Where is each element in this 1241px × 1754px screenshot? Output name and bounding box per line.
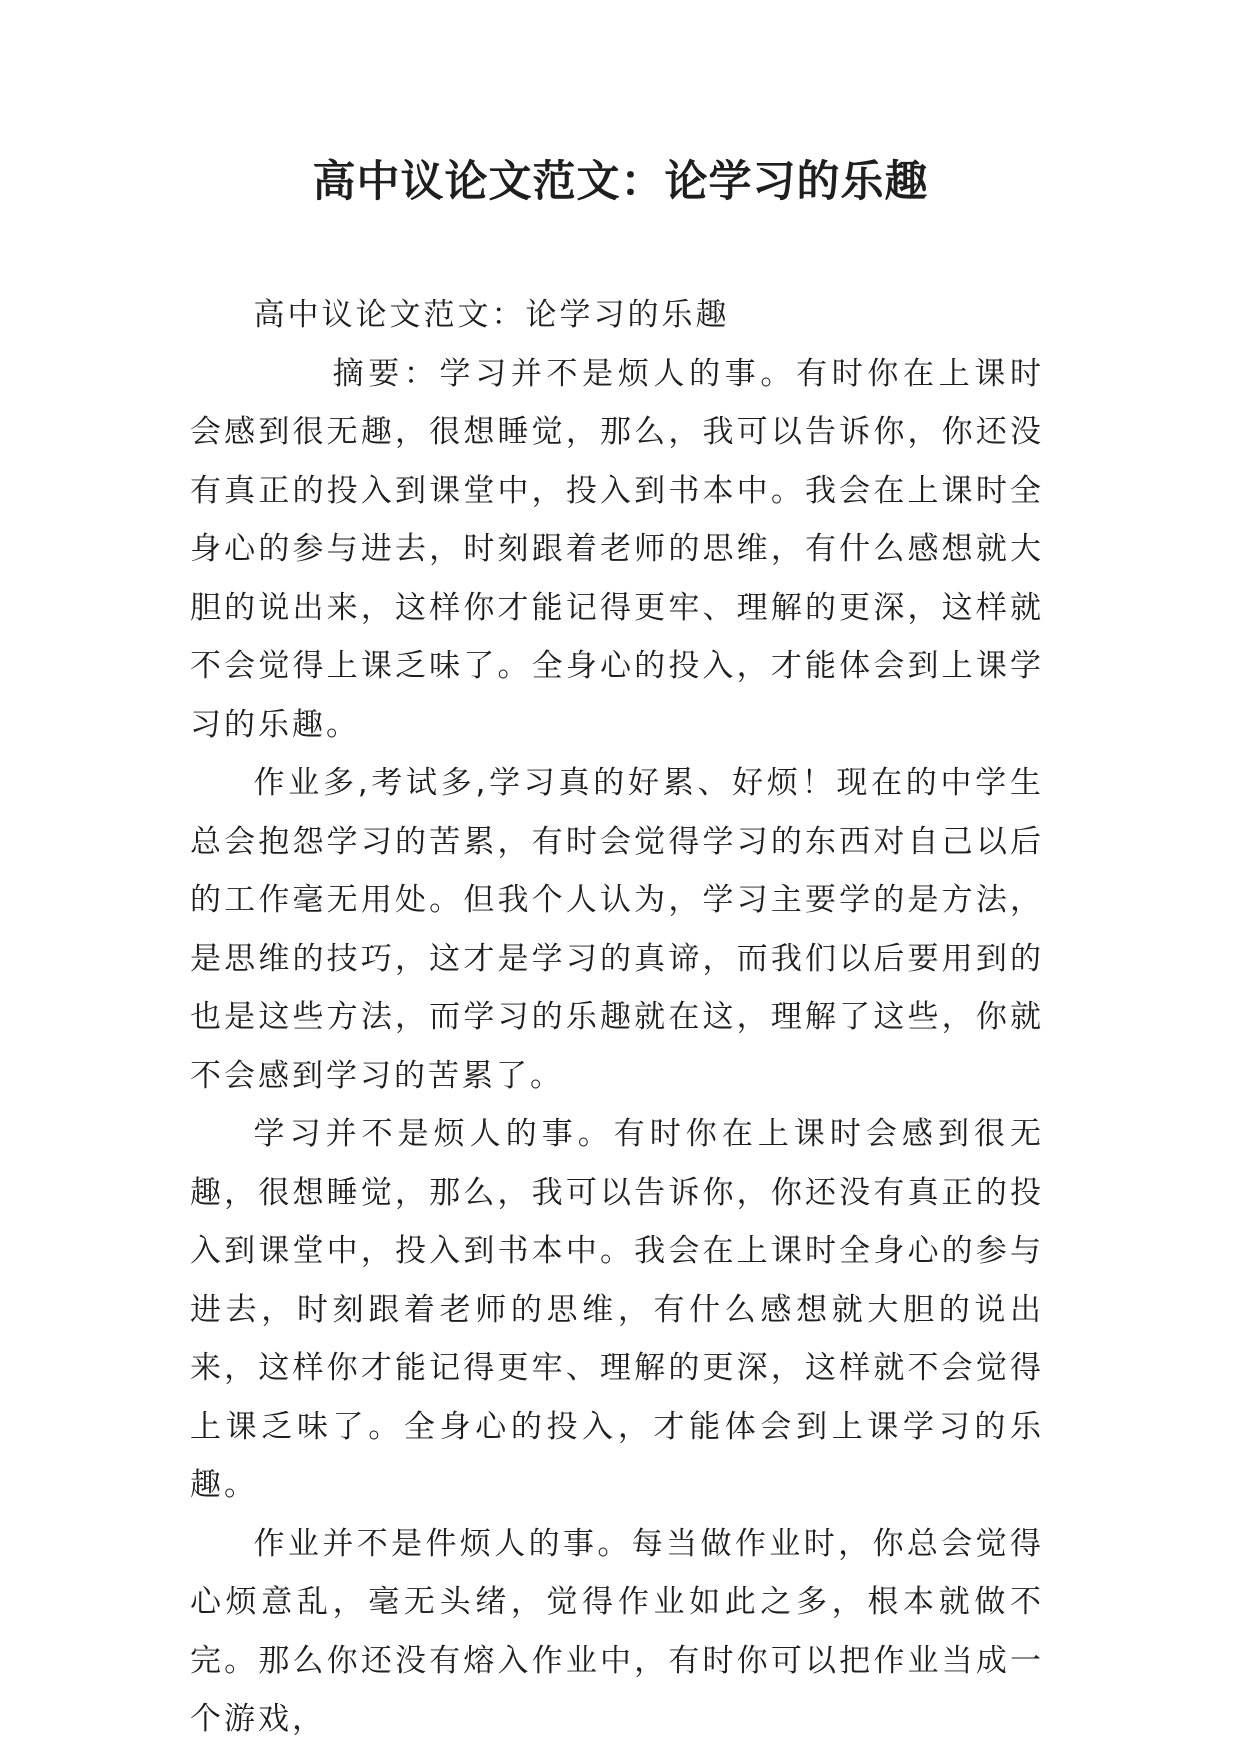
- paragraph-abstract: 摘要：学习并不是烦人的事。有时你在上课时会感到很无趣，很想睡觉，那么，我可以告诉你，你还没有真正的投入到课堂中，投入到书本中。我会在上课时全身心的参与进去，时刻跟着老师的思维，有什么感想就大胆的说出来，这样你才能记得更牢、理解的更深，这样就不会觉得上课乏味了。全身心的投入，才能体会到上课学习的乐趣。: [190, 355, 1044, 743]
- document-title: 高中议论文范文：论学习的乐趣: [312, 157, 929, 207]
- document-subtitle: 高中议论文范文：论学习的乐趣: [253, 297, 730, 333]
- document-body: [190, 286, 1044, 1749]
- paragraph: 学习并不是烦人的事。有时你在上课时会感到很无趣，很想睡觉，那么，我可以告诉你，你还没有真正的投入到课堂中，投入到书本中。我会在上课时全身心的参与进去，时刻跟着老师的思维，有什么感想就大胆的说出来，这样你才能记得更牢、理解的更深，这样就不会觉得上课乏味了。全身心的投入，才能体会到上课学习的乐趣。: [190, 1116, 1044, 1503]
- paragraph: 作业并不是件烦人的事。每当做作业时，你总会觉得心烦意乱，毫无头绪，觉得作业如此之多，根本就做不完。那么你还没有熔入作业中，有时你可以把作业当成一个游戏，: [190, 1525, 1044, 1737]
- paragraph: 作业多,考试多,学习真的好累、好烦！现在的中学生总会抱怨学习的苦累，有时会觉得学习的东西对自己以后的工作毫无用处。但我个人认为，学习主要学的是方法，是思维的技巧，这才是学习的真谛，而我们以后要用到的也是这些方法，而学习的乐趣就在这，理解了这些，你就不会感到学习的苦累了。: [190, 765, 1044, 1094]
